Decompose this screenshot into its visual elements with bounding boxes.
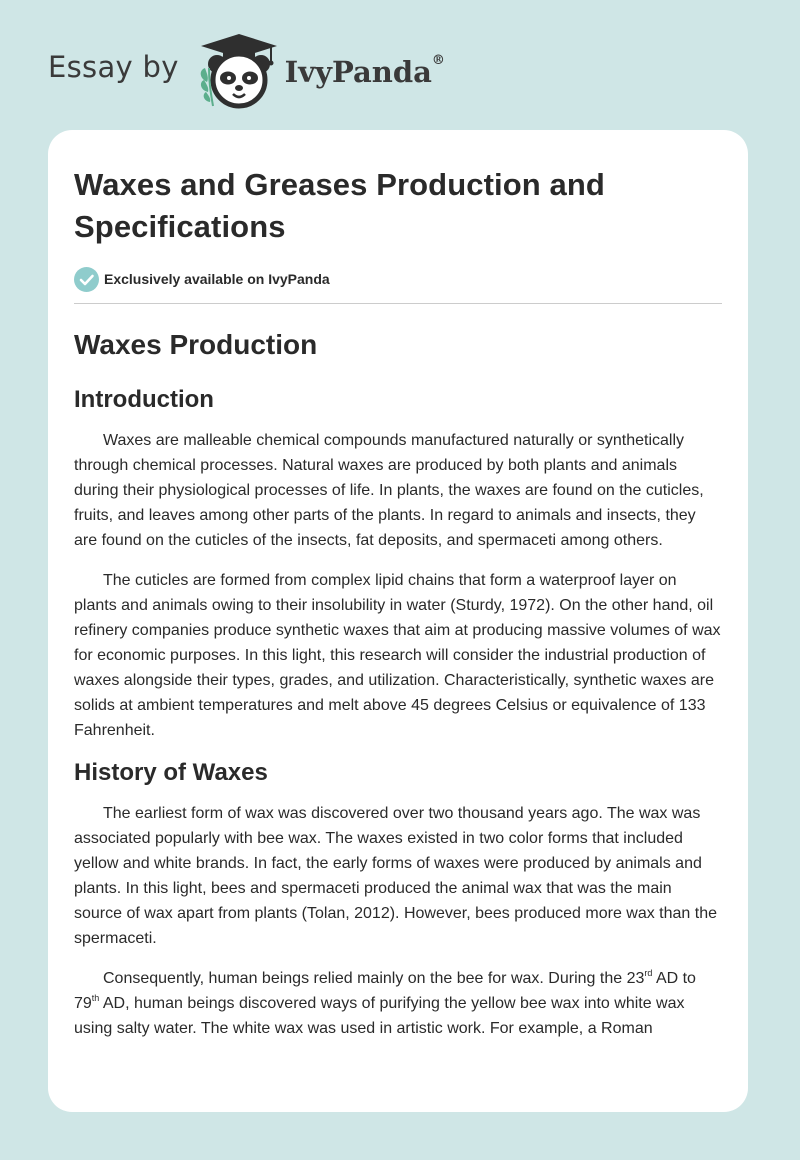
panda-graduate-logo-icon[interactable]: [195, 30, 283, 110]
subsection-heading-history: History of Waxes: [74, 759, 268, 786]
essay-content: [74, 164, 722, 1041]
essay-card: [48, 130, 748, 1112]
page-title: Waxes and Greases Production and Specifications: [74, 167, 605, 244]
check-circle-icon: [74, 267, 99, 292]
subsection-heading-introduction: Introduction: [74, 386, 214, 413]
paragraph: Waxes are malleable chemical compounds manufactured naturally or synthetically through chemical processes. Natural waxes are produced by both plants and animals during their physiological processes of life. In plants, the waxes are found on the cuticles, fruits, and leaves among other parts of the plants. In regard to animals and insects, they are found on the cuticles of the insects, fat deposits, and spermaceti among others.: [74, 432, 704, 549]
brand-prefix: Essay by: [48, 50, 179, 84]
divider: [74, 303, 722, 304]
exclusive-label: Exclusively available on IvyPanda: [104, 271, 330, 287]
paragraph: Consequently, human beings relied mainly on the bee for wax. During the 23rd AD to 79th AD, human beings discovered ways of purifying the yellow bee wax into white wax using salty water. The white wax was used in artistic work. For example, a Roman: [74, 967, 696, 1037]
paragraph: The earliest form of wax was discovered over two thousand years ago. The wax was associated popularly with bee wax. The waxes existed in two color forms that included yellow and white brands. In fact, the early forms of waxes were produced by animals and plants. In this light, bees and spermaceti produced the animal wax that was the main source of wax apart from plants (Tolan, 2012). However, bees produced more wax than the spermaceti.: [74, 805, 718, 947]
paragraph: The cuticles are formed from complex lipid chains that form a waterproof layer on plants and animals owing to their insolubility in water (Sturdy, 1972). On the other hand, oil refinery companies produce synthetic waxes that aim at producing massive volumes of wax for economic purposes. In this light, this research will consider the industrial production of waxes alongside their types, grades, and utilization. Characteristically, synthetic waxes are solids at ambient temperatures and melt above 45 degrees Celsius or equivalence of 133 Fahrenheit.: [74, 572, 721, 739]
exclusive-badge: [74, 266, 722, 292]
brand-name[interactable]: IvyPanda®: [284, 53, 445, 89]
brand-header: [48, 30, 445, 110]
section-heading: Waxes Production: [74, 329, 318, 360]
